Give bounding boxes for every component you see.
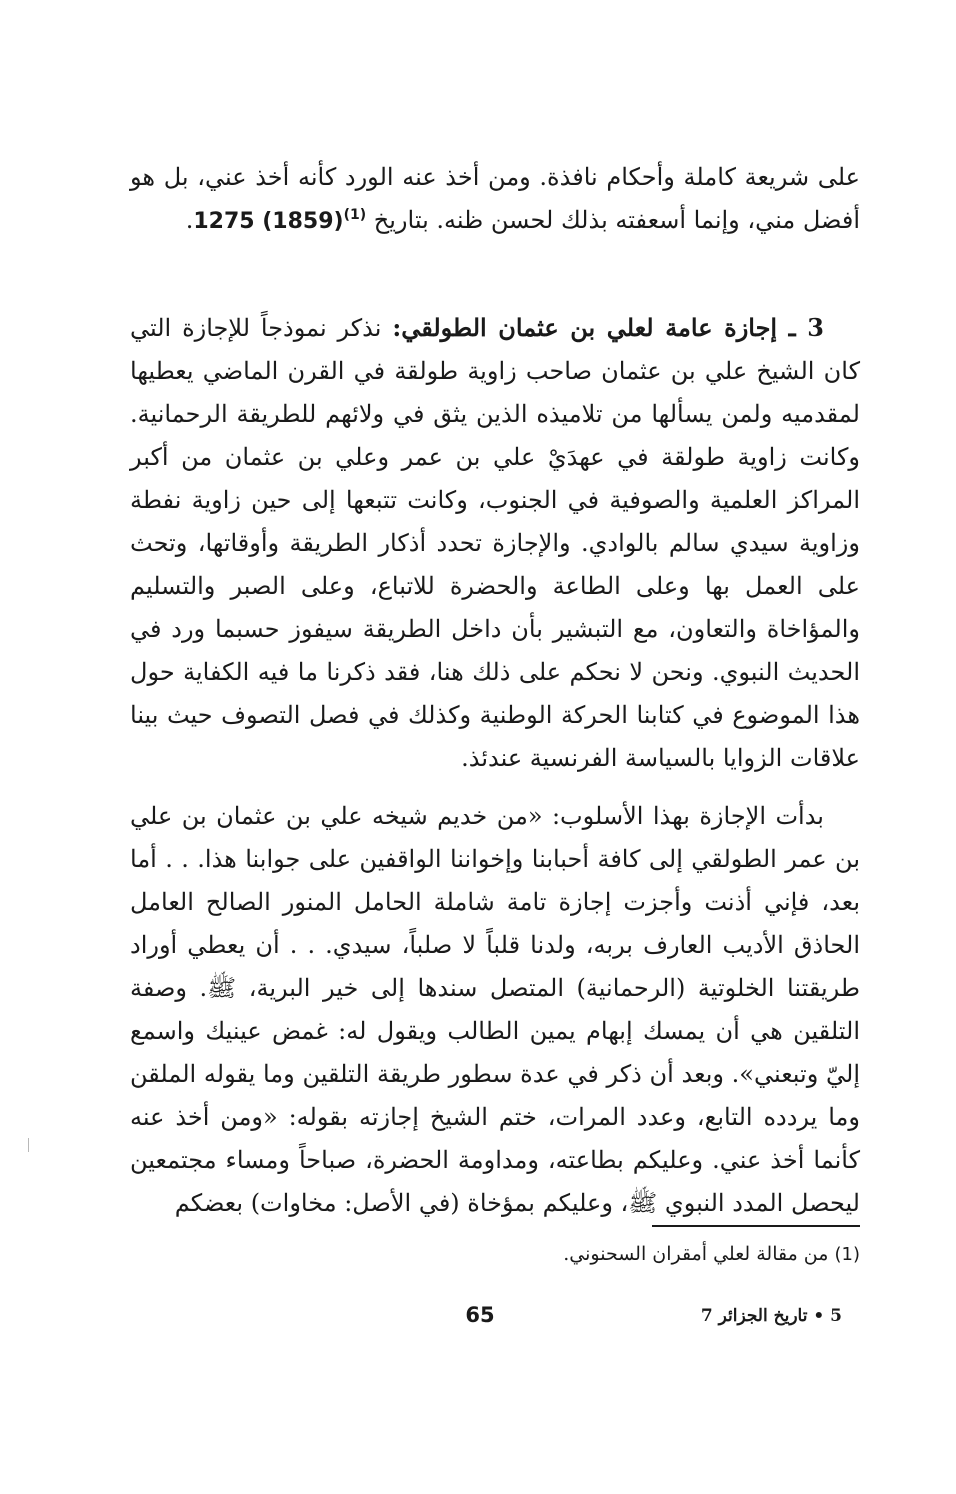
paragraph-3 [130, 795, 860, 1225]
paragraph-1 [130, 156, 860, 243]
paragraph-1-text: على شريعة كاملة وأحكام نافذة. ومن أخذ عنه الورد كأنه أخذ عني، بل هو أفضل مني، وإنما أسعفته بذلك لحسن ظنه. بتاريخ [130, 163, 860, 234]
margin-mark [28, 1138, 29, 1152]
footnote-reference: (1) [343, 207, 367, 223]
footnote [400, 1238, 860, 1271]
paragraph-2 [130, 306, 860, 780]
footnote-text: من مقالة لعلي أمقران السحنوني. [563, 1243, 829, 1265]
year-hijri: 1275 [193, 209, 255, 234]
year-gregorian: (1859) [262, 209, 344, 234]
printer-signature: 5 • تاريخ الجزائر 7 [700, 1306, 842, 1326]
paragraph-1-end: . [185, 206, 194, 234]
paragraph-3-text: بدأت الإجازة بهذا الأسلوب: «من خديم شيخه علي بن عثمان بن علي بن عمر الطولقي إلى كافة أحبابنا وإخواننا الواقفين على جوابنا هذا. . . أما بعد، فإني أذنت وأجزت إجازة تامة شاملة الحامل المنور الصالح العامل الحاذق الأديب العارف بربه، ولدنا قلباً لا صلباً، سيدي. . . أن يعطي أوراد طريقتنا الخلوتية (الرحمانية) المتصل سندها إلى خير البرية، ﷺ. وصفة التلقين هي أن يمسك إبهام يمين الطالب ويقول له: غمض عينيك واسمع إليّ وتبعني». وبعد أن ذكر في عدة سطور طريقة التلقين وما يقوله الملقن وما يردده التابع، وعدد المرات، ختم الشيخ إجازته بقوله: «ومن أخذ عنه كأنما أخذ عني. وعليكم بطاعته، ومداومة الحضرة، صباحاً ومساء مجتمعين ليحصل المدد النبوي ﷺ، وعليكم بمؤخاة (في الأصل: مخاوات) بعضكم [130, 802, 861, 1217]
section-heading: 3 ـ إجازة عامة لعلي بن عثمان الطولقي: [392, 313, 824, 342]
footnote-number: (1) [834, 1244, 860, 1265]
paragraph-2-text: نذكر نموذجاً للإجازة التي كان الشيخ علي بن عثمان صاحب زاوية طولقة في القرن الماضي يعطيها لمقدميه ولمن يسألها من تلاميذه الذين يثق في ولائهم للطريقة الرحمانية. وكانت زاوية طولقة في عهدَيْ علي بن عمر وعلي بن عثمان من أكبر المراكز العلمية والصوفية في الجنوب، وكانت تتبعها إلى حين زاوية نفطة وزاوية سيدي سالم بالوادي. والإجازة تحدد أذكار الطريقة وأوقاتها، وتحث على العمل بها وعلى الطاعة والحضرة للاتباع، وعلى الصبر والتسليم والمؤاخاة والتعاون، مع التبشير بأن داخل الطريقة سيفوز حسبما ورد في الحديث النبوي. ونحن لا نحكم على ذلك هنا، فقد ذكرنا ما فيه الكفاية حول هذا الموضوع في كتابنا الحركة الوطنية وكذلك في فصل التصوف حيث بينا علاقات الزوايا بالسياسة الفرنسية عندئذ. [130, 314, 860, 772]
footnote-divider [652, 1225, 860, 1227]
page-number: 65 [465, 1303, 495, 1327]
